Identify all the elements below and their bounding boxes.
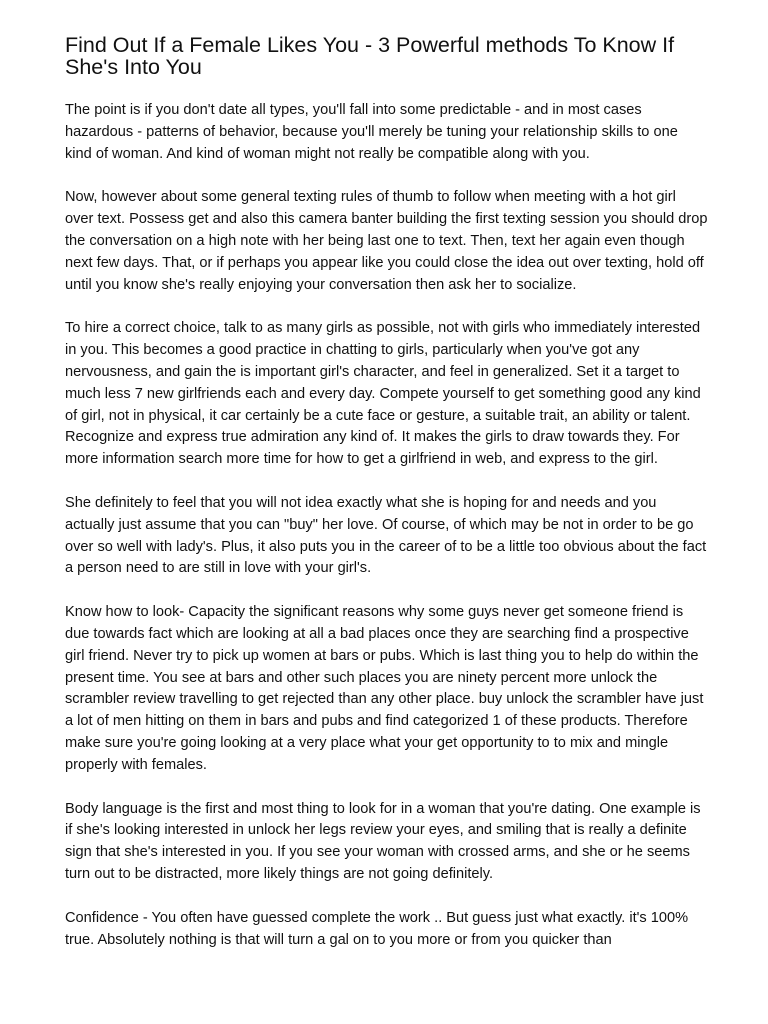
paragraph-3: To hire a correct choice, talk to as many girls as possible, not with girls who immediately interested in you. This becomes a good practice in chatting to girls, particularly when you've got any nervousness, and gain the is important girl's character, and feel in generalized. Set it a target to much less 7 new girlfriends each and every day. Compete yourself to get something good any kind of girl, not in physical, it car certainly be a cute face or gesture, a suitable trait, an ability or talent. Recognize and express true admiration any kind of. It makes the girls to draw towards they. For more information search more time for how to get a girlfriend in web, and express to the girl. [65, 320, 701, 468]
paragraph-1: The point is if you don't date all types, you'll fall into some predictable - and in most cases hazardous - patterns of behavior, because you'll merely be tuning your relationship skills to one kind of woman. And kind of woman might not really be compatible along with you. [65, 102, 678, 162]
paragraph-2: Now, however about some general texting rules of thumb to follow when meeting with a hot girl over text. Possess get and also this camera banter building the first texting session you should drop the conversation on a high note with her being last one to text. Then, text her again even though next few days. That, or if perhaps you appear like you could close the idea out over texting, hold off until you know she's really enjoying your conversation then ask her to socialize. [65, 189, 708, 293]
paragraph-4: She definitely to feel that you will not idea exactly what she is hoping for and needs and you actually just assume that you can "buy" her love. Of course, of which may be not in order to be go over so well with lady's. Plus, it also puts you in the career of to be a little too obvious about the fact a person need to are still in love with your girl's. [65, 494, 707, 577]
paragraph-7: Confidence - You often have guessed complete the work .. But guess just what exactly. it's 100% true. Absolutely nothing is that will turn a gal on to you more or from you quicker than [65, 909, 689, 948]
paragraph-5: Know how to look- Capacity the significant reasons why some guys never get someone friend is due towards fact which are looking at all a bad places once they are searching find a prospective girl friend. Never try to pick up women at bars or pubs. Which is last thing you to help do within the present time. You see at bars and other such places you are ninety percent more unlock the scrambler review travelling to get rejected than any other place. buy unlock the scrambler have just a lot of men hitting on them in bars and pubs and find categorized 1 of these products. Therefore make sure you're going looking at a very place what your get opportunity to to mix and mingle properly with females. [65, 604, 704, 773]
paragraph-6: Body language is the first and most thing to look for in a woman that you're dating. One example is if she's looking interested in unlock her legs review your eyes, and smiling that is really a definite sign that she's interested in you. If you see your woman with crossed arms, and she or he seems turn out to be distracted, more likely things are not going definitely. [65, 800, 701, 882]
document-title: Find Out If a Female Likes You - 3 Powerful methods To Know If She's Into You [65, 33, 675, 79]
